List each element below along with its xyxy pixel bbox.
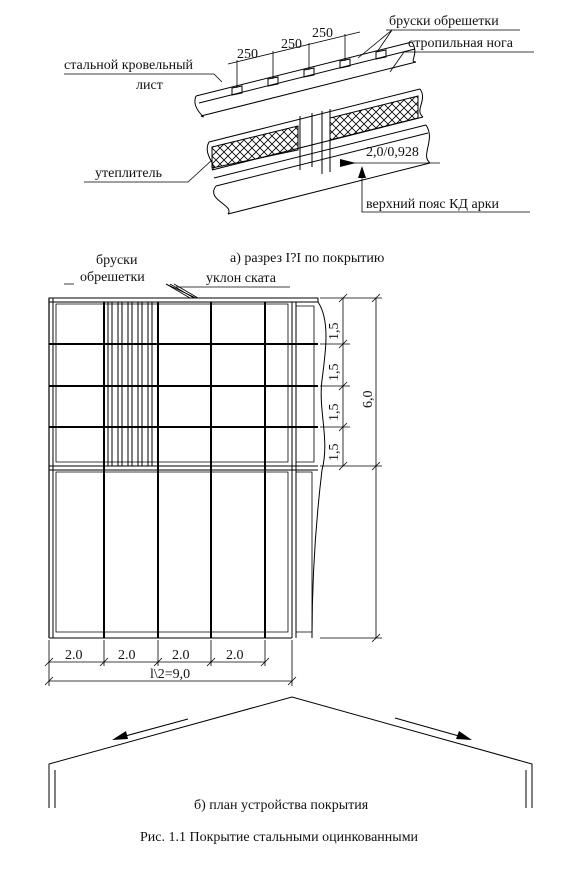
break-left-1	[195, 96, 204, 117]
dim-total: 6,0	[361, 390, 376, 408]
break-right-2	[420, 89, 423, 117]
pitch-1-text: 250	[237, 47, 258, 62]
break-left-3	[214, 186, 230, 214]
rib-4	[49, 466, 318, 470]
dim-v-2: 1,5	[327, 363, 342, 381]
insulation-label: утеплитель	[95, 166, 163, 181]
steel-sheet-label-1: стальной кровельный	[64, 58, 194, 73]
arrow-right-head	[456, 731, 472, 740]
dim-half-span: l\2=9,0	[150, 667, 191, 682]
plan-battens	[108, 302, 152, 466]
plan-panel-upper	[56, 304, 288, 462]
dim-h-2: 2.0	[118, 648, 136, 663]
plan-side-panel-lower	[296, 472, 312, 632]
insulation-hatch-right	[330, 96, 418, 140]
arrow-left-head	[112, 731, 128, 740]
steel-sheet-label-2: лист	[136, 78, 163, 93]
plan-panel-lower	[56, 472, 288, 632]
plan-battens-label-2: обрешетки	[80, 270, 145, 285]
dim-v-3: 1,5	[327, 403, 342, 421]
plan-eave	[49, 298, 318, 302]
figure-caption: Рис. 1.1 Покрытие стальными оцинкованными	[140, 830, 419, 845]
dim-h-3: 2.0	[172, 648, 190, 663]
dim-v-1: 1,5	[327, 322, 342, 340]
arch-profile	[49, 697, 532, 813]
insulation-hatch-left	[212, 126, 298, 168]
roof-slope-label: уклон ската	[206, 271, 276, 286]
top-chord-label: верхний пояс КД арки	[366, 197, 499, 212]
battens-label: бруски обрешетки	[389, 14, 499, 29]
dim-v-4: 1,5	[327, 443, 342, 461]
plan-side-panel-upper	[296, 306, 314, 462]
rafter-label: стропильная нога	[408, 36, 513, 51]
arrow-right-line	[395, 718, 466, 738]
plan-battens-leader	[64, 284, 196, 298]
steel-sheet-line	[196, 42, 412, 96]
battens-leader	[358, 30, 392, 58]
slope-label: 2,0/0,928	[366, 145, 419, 160]
section-caption: а) разрез I?I по покрытию	[230, 251, 385, 266]
arch-outline	[49, 697, 532, 808]
break-right-3	[426, 125, 430, 163]
roof-section	[64, 14, 534, 266]
pitch-3-text: 250	[312, 26, 333, 41]
plan-caption: б) план устройства покрытия	[194, 798, 369, 813]
pitch-2-text: 250	[281, 37, 302, 52]
dim-total-ticks	[320, 294, 382, 642]
chord-arrow	[358, 166, 366, 178]
rafter-leader	[390, 52, 534, 72]
slope-arrow	[340, 159, 356, 167]
dim-h-1: 2.0	[65, 648, 83, 663]
dim-h-4: 2.0	[226, 648, 244, 663]
roof-plan	[45, 251, 385, 686]
plan-battens-label-1: бруски	[96, 253, 138, 268]
